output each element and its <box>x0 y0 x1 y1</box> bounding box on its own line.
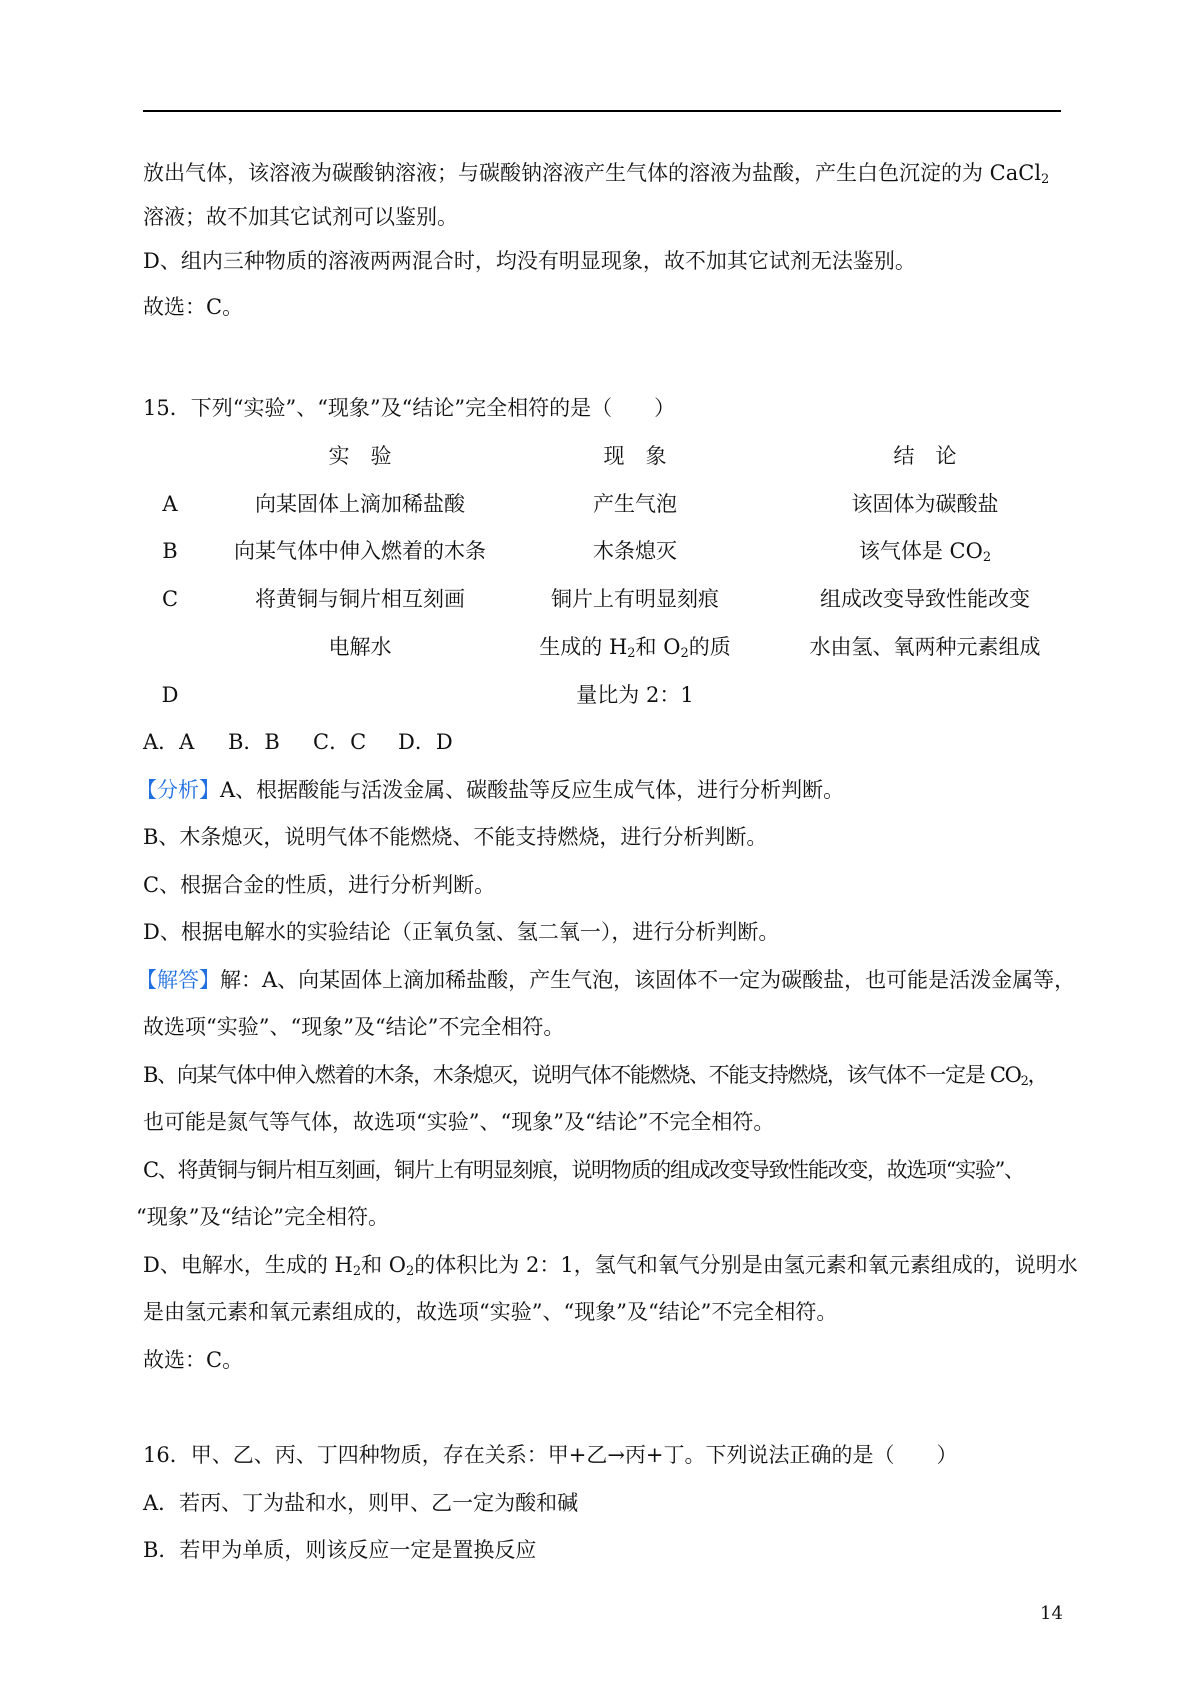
answer-line-7: D、电解水，生成的 $H_2$和 $O_2$的体积比为 2：1，氢气和氧气分别是由氢元素和氧元素组成的，说明水 <box>143 1253 1078 1279</box>
row-phenomenon: 铜片上有明显刻痕 <box>551 587 719 611</box>
row-experiment: 向某气体中伸入燃着的木条 <box>234 539 486 563</box>
prev-choice: 故选：C。 <box>143 295 244 319</box>
analysis-line-2: B、木条熄灭，说明气体不能燃烧、不能支持燃烧，进行分析判断。 <box>143 825 768 849</box>
row-conclusion: 该气体是 $CO_2$ <box>858 539 992 565</box>
row-conclusion: 水由氢、氧两种元素组成 <box>809 635 1041 659</box>
row-phenomenon: 木条熄灭 <box>593 539 677 563</box>
row-label: C <box>161 587 179 611</box>
q16-option-b: B．若甲为单质，则该反应一定是置换反应 <box>143 1538 537 1562</box>
row-conclusion: 该固体为碳酸盐 <box>851 492 999 516</box>
option-c: C．C <box>313 730 367 754</box>
answer-line-3: B、向某气体中伸入燃着的木条，木条熄灭，说明气体不能燃烧、不能支持燃烧，该气体不一定是 $CO_2$， <box>143 1063 1048 1089</box>
analysis-line-1: 【分析】A、根据酸能与活泼金属、碳酸盐等反应生成气体，进行分析判断。 <box>136 778 845 802</box>
prev-line-1: 放出气体，该溶液为碳酸钠溶液；与碳酸钠溶液产生气体的溶液为盐酸，产生白色沉淀的为 CaCl$_2$ <box>143 161 1050 187</box>
answer-line-2: 故选项“实验”、“现象”及“结论”不完全相符。 <box>143 1015 565 1039</box>
analysis-line-4: D、根据电解水的实验结论（正氧负氢、氢二氧一），进行分析判断。 <box>143 920 780 944</box>
page-number: 14 <box>1040 1603 1063 1624</box>
prev-line-3: D、组内三种物质的溶液两两混合时，均没有明显现象，故不加其它试剂无法鉴别。 <box>143 249 916 273</box>
row-conclusion: 组成改变导致性能改变 <box>820 587 1030 611</box>
row-experiment: 将黄铜与铜片相互刻画 <box>255 587 465 611</box>
answer-line-6: “现象”及“结论”完全相符。 <box>136 1205 389 1229</box>
row-label: B <box>162 539 178 563</box>
option-a: A．A <box>143 730 195 754</box>
row-phenomenon: 生成的 $H_2$和 $O_2$的质 <box>539 635 731 661</box>
answer-line-4: 也可能是氮气等气体，故选项“实验”、“现象”及“结论”不完全相符。 <box>143 1110 775 1134</box>
q16-stem: 16．甲、乙、丙、丁四种物质，存在关系：甲+乙→丙+丁。下列说法正确的是（ ） <box>143 1443 958 1467</box>
row-label: A <box>162 492 178 516</box>
q16-option-a: A．若丙、丁为盐和水，则甲、乙一定为酸和碱 <box>143 1491 579 1515</box>
row-phenomenon: 产生气泡 <box>593 492 677 516</box>
option-b: B．B <box>228 730 280 754</box>
answer-tag: 【解答】 <box>136 968 220 992</box>
header-conclusion: 结 论 <box>893 444 957 468</box>
row-phenomenon-cont: 量比为 2：1 <box>576 683 694 707</box>
answer-line-5: C、将黄铜与铜片相互刻画，铜片上有明显刻痕，说明物质的组成改变导致性能改变，故选项“实验”、 <box>143 1158 1024 1182</box>
answer-choice: 故选：C。 <box>143 1348 244 1372</box>
analysis-tag: 【分析】 <box>136 778 220 802</box>
header-phenomenon: 现 象 <box>603 444 667 468</box>
header-experiment: 实 验 <box>328 444 392 468</box>
option-d: D．D <box>398 730 453 754</box>
row-experiment: 电解水 <box>328 635 392 659</box>
header-rule <box>143 110 1061 112</box>
analysis-line-3: C、根据合金的性质，进行分析判断。 <box>143 873 496 897</box>
row-experiment: 向某固体上滴加稀盐酸 <box>255 492 465 516</box>
prev-line-2: 溶液；故不加其它试剂可以鉴别。 <box>143 205 458 229</box>
answer-line-1: 【解答】解：A、向某固体上滴加稀盐酸，产生气泡，该固体不一定为碳酸盐，也可能是活泼金属等， <box>136 968 1076 992</box>
row-label: D <box>161 683 179 707</box>
answer-line-8: 是由氢元素和氧元素组成的，故选项“实验”、“现象”及“结论”不完全相符。 <box>143 1300 838 1324</box>
q15-stem: 15．下列“实验”、“现象”及“结论”完全相符的是（ ） <box>143 396 676 420</box>
